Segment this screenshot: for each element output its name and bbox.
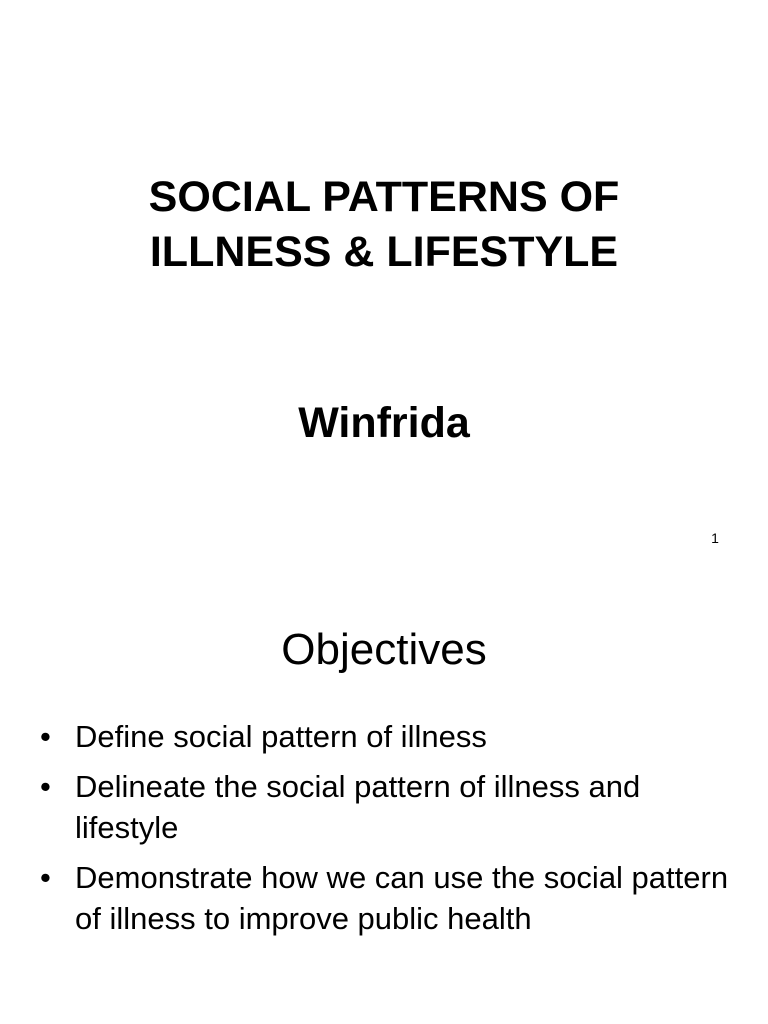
list-item [40,857,730,939]
bullet-icon: • [40,719,51,754]
slide-title-line: ILLNESS & LIFESTYLE [149,228,619,276]
list-item-text: Define social pattern of illness [75,719,487,754]
slide-title-line: SOCIAL PATTERNS OF [148,173,620,221]
author-name: Winfrida [298,399,470,447]
list-item-text: Demonstrate how we can use the social pattern of illness to improve public health [75,860,729,936]
objectives-heading: Objectives [281,625,487,674]
objectives-slide [0,576,768,1024]
slide-title [0,170,768,280]
objectives-list [40,716,730,948]
bullet-icon: • [40,769,51,804]
bullet-icon: • [40,860,51,895]
list-item-text: Delineate the social pattern of illness and lifestyle [75,769,641,845]
page-number: 1 [711,530,719,546]
list-item [40,716,730,757]
list-item [40,766,730,848]
